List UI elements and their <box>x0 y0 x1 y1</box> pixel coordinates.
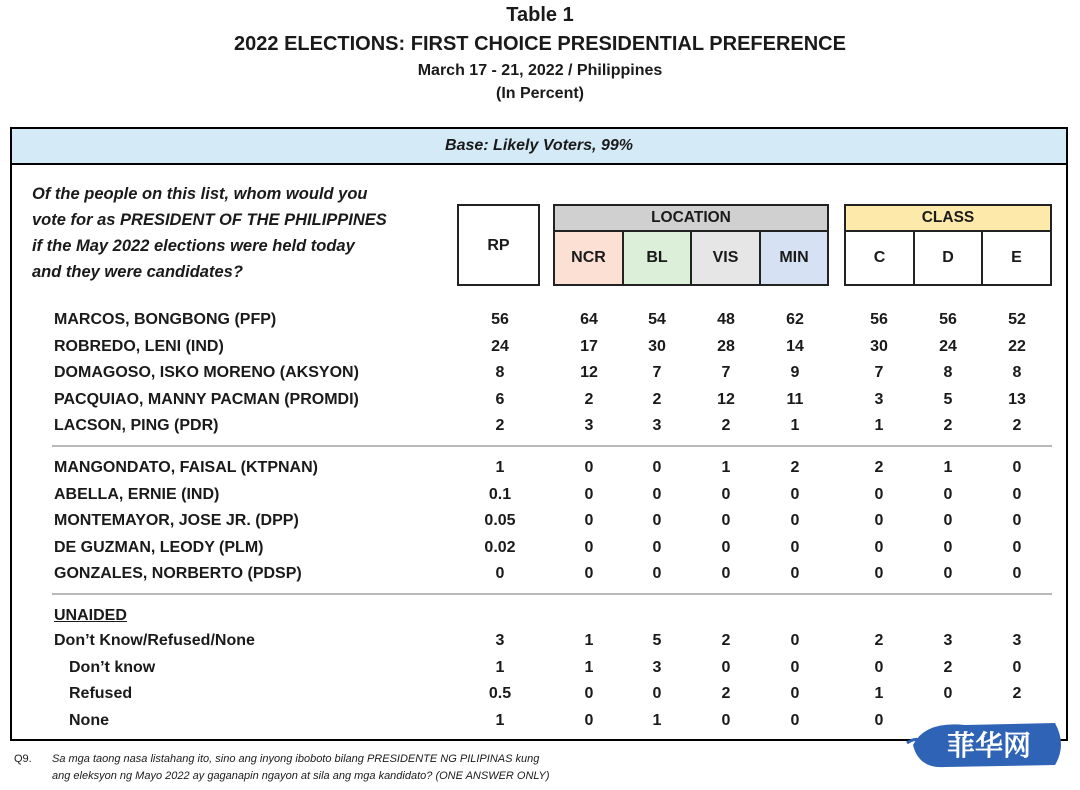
table-cell: 9 <box>790 364 800 382</box>
table-cell: 2 <box>652 390 662 408</box>
table-cell: 2 <box>874 459 884 476</box>
footnote-line: ang eleksyon ng Mayo 2022 ay gaganapin ngayon at sila ang mga kandidato? (ONE ANSWER ONLY) <box>52 770 550 782</box>
table-cell: 7 <box>874 364 884 382</box>
table-cell: 1 <box>943 459 953 476</box>
table-cell: 0 <box>790 632 800 649</box>
row-label: ABELLA, ERNIE (IND) <box>54 485 220 503</box>
table-cell: 2 <box>584 390 594 408</box>
table-cell: 3 <box>495 632 505 649</box>
table-cell: 0 <box>584 538 594 556</box>
table-cell: 2 <box>943 658 953 676</box>
table-cell: 12 <box>580 364 598 382</box>
table-cell: 0 <box>652 565 662 583</box>
table-cell: 28 <box>717 337 735 355</box>
question-line: vote for as PRESIDENT OF THE PHILIPPINES <box>32 211 387 229</box>
row-label: PACQUIAO, MANNY PACMAN (PROMDI) <box>54 390 359 408</box>
min-header: MIN <box>759 230 829 286</box>
table-cell: 56 <box>491 311 509 328</box>
unit-note: (In Percent) <box>495 85 584 102</box>
group-divider <box>52 445 1052 447</box>
table-cell: 8 <box>1012 364 1022 382</box>
location-header: LOCATION <box>553 204 829 232</box>
table-cell: 0 <box>790 658 800 676</box>
table-cell: 0 <box>652 685 662 703</box>
row-label: Don’t know <box>69 658 156 676</box>
table-cell: 3 <box>652 658 662 676</box>
question-text <box>32 181 442 285</box>
table-cell: 0.5 <box>488 685 512 703</box>
table-cell: 1 <box>584 658 594 676</box>
table-cell: 6 <box>495 390 505 408</box>
table-cell: 64 <box>580 311 598 328</box>
table-cell: 24 <box>939 337 957 355</box>
class-d-header: D <box>913 230 983 286</box>
row-label: DOMAGOSO, ISKO MORENO (AKSYON) <box>54 364 359 382</box>
table-cell: 1 <box>495 658 505 676</box>
table-cell: 1 <box>584 632 594 649</box>
table-cell: 0 <box>584 459 594 476</box>
table-cell: 0 <box>790 565 800 583</box>
row-label: GONZALES, NORBERTO (PDSP) <box>54 565 302 583</box>
table-cell: 0 <box>1012 485 1022 503</box>
table-cell: 0 <box>874 538 884 556</box>
watermark-text: 菲华网 <box>946 729 1032 762</box>
table-cell: 14 <box>786 337 804 355</box>
table-cell: 1 <box>874 417 884 435</box>
table-cell: 0.05 <box>484 512 516 530</box>
table-cell: 0 <box>874 485 884 503</box>
table-cell: 1 <box>790 417 800 435</box>
table-cell: 2 <box>721 685 731 703</box>
group-divider <box>52 593 1052 595</box>
table-cell: 0.02 <box>484 538 516 556</box>
table-cell: 0.1 <box>488 485 512 503</box>
row-label: MARCOS, BONGBONG (PFP) <box>54 311 277 328</box>
table-cell: 0 <box>584 565 594 583</box>
table-cell: 5 <box>652 632 662 649</box>
table-cell: 17 <box>580 337 598 355</box>
table-cell: 0 <box>652 538 662 556</box>
table-cell: 0 <box>790 711 800 729</box>
table-cell: 0 <box>874 658 884 676</box>
table-cell: 52 <box>1008 311 1026 328</box>
table-cell: 54 <box>648 311 666 328</box>
table-cell: 0 <box>943 685 953 703</box>
table-cell: 3 <box>1012 632 1022 649</box>
table-cell: 2 <box>790 459 800 476</box>
table-cell: 0 <box>584 685 594 703</box>
row-label: None <box>69 711 109 729</box>
table-cell: 1 <box>495 459 505 476</box>
table-cell: 0 <box>721 512 731 530</box>
table-cell: 1 <box>495 711 505 729</box>
question-line: and they were candidates? <box>32 263 243 281</box>
table-cell: 2 <box>495 417 505 435</box>
row-label: DE GUZMAN, LEODY (PLM) <box>54 538 264 556</box>
row-label: LACSON, PING (PDR) <box>54 417 219 435</box>
table-cell: 0 <box>652 485 662 503</box>
table-cell: 1 <box>874 685 884 703</box>
table-cell: 13 <box>1008 390 1026 408</box>
table-cell: 3 <box>943 632 953 649</box>
table-cell: 3 <box>584 417 594 435</box>
table-cell: 8 <box>943 364 953 382</box>
table-cell: 11 <box>786 390 804 408</box>
rp-header: RP <box>457 204 540 286</box>
table-cell: 0 <box>943 565 953 583</box>
row-label: MONTEMAYOR, JOSE JR. (DPP) <box>54 512 299 530</box>
table-cell: 0 <box>721 658 731 676</box>
table-cell: 30 <box>648 337 666 355</box>
table-cell: 0 <box>1012 658 1022 676</box>
table-cell: 0 <box>721 711 731 729</box>
table-cell: 56 <box>870 311 888 328</box>
table-number: Table 1 <box>506 4 574 26</box>
table-cell: 0 <box>790 512 800 530</box>
table-cell: 2 <box>721 632 731 649</box>
table-cell: 0 <box>790 685 800 703</box>
table-cell: 7 <box>721 364 731 382</box>
footnote-line: Sa mga taong nasa listahang ito, sino ang inyong iboboto bilang PRESIDENTE NG PILIPINAS kung <box>52 753 540 765</box>
watermark-logo <box>905 715 1070 775</box>
table-cell: 0 <box>721 538 731 556</box>
table-cell: 0 <box>584 485 594 503</box>
table-title: 2022 ELECTIONS: FIRST CHOICE PRESIDENTIAL PREFERENCE <box>234 33 846 55</box>
table-cell: 24 <box>491 337 509 355</box>
question-line: Of the people on this list, whom would you <box>32 185 368 203</box>
table-cell: 8 <box>495 364 505 382</box>
table-cell: 12 <box>717 390 735 408</box>
table-cell: 0 <box>1012 459 1022 476</box>
table-cell: 0 <box>943 485 953 503</box>
table-cell: 0 <box>652 512 662 530</box>
bl-header: BL <box>622 230 692 286</box>
table-cell: 0 <box>874 565 884 583</box>
table-cell: 3 <box>874 390 884 408</box>
table-cell: 62 <box>786 311 804 328</box>
class-e-header: E <box>981 230 1052 286</box>
ncr-header: NCR <box>553 230 624 286</box>
table-cell: 0 <box>874 711 884 729</box>
table-cell: 48 <box>717 311 735 328</box>
table-cell: 0 <box>1012 512 1022 530</box>
table-cell: 56 <box>939 311 957 328</box>
table-cell: 7 <box>652 364 662 382</box>
table-cell: 0 <box>943 512 953 530</box>
row-label: MANGONDATO, FAISAL (KTPNAN) <box>54 459 318 476</box>
question-line: if the May 2022 elections were held today <box>32 237 355 255</box>
table-cell: 2 <box>874 632 884 649</box>
table-cell: 0 <box>1012 538 1022 556</box>
table-cell: 0 <box>874 512 884 530</box>
row-label: ROBREDO, LENI (IND) <box>54 337 224 355</box>
table-cell: 0 <box>495 565 505 583</box>
footnote-label: Q9. <box>14 753 32 765</box>
table-cell: 0 <box>584 512 594 530</box>
table-cell: 0 <box>721 565 731 583</box>
table-cell: 0 <box>790 485 800 503</box>
table-cell: 0 <box>943 538 953 556</box>
table-cell: 0 <box>721 485 731 503</box>
row-label: Refused <box>69 685 133 703</box>
table-cell: 0 <box>584 711 594 729</box>
vis-header: VIS <box>690 230 761 286</box>
table-cell: 2 <box>1012 685 1022 703</box>
table-cell: 30 <box>870 337 888 355</box>
table-cell: 0 <box>1012 565 1022 583</box>
table-cell: 1 <box>721 459 731 476</box>
table-cell: 0 <box>652 459 662 476</box>
table-cell: 3 <box>652 417 662 435</box>
base-bar: Base: Likely Voters, 99% <box>12 129 1066 165</box>
table-cell: 0 <box>790 538 800 556</box>
results-table <box>10 127 1068 741</box>
row-label: Don’t Know/Refused/None <box>54 632 255 649</box>
class-c-header: C <box>844 230 915 286</box>
survey-date: March 17 - 21, 2022 / Philippines <box>417 62 663 79</box>
unaided-label: UNAIDED <box>54 607 127 624</box>
table-cell: 2 <box>943 417 953 435</box>
table-cell: 22 <box>1008 337 1026 355</box>
table-cell: 5 <box>943 390 953 408</box>
table-cell: 2 <box>1012 417 1022 435</box>
table-cell: 2 <box>721 417 731 435</box>
class-header: CLASS <box>844 204 1052 232</box>
table-cell: 1 <box>652 711 662 729</box>
